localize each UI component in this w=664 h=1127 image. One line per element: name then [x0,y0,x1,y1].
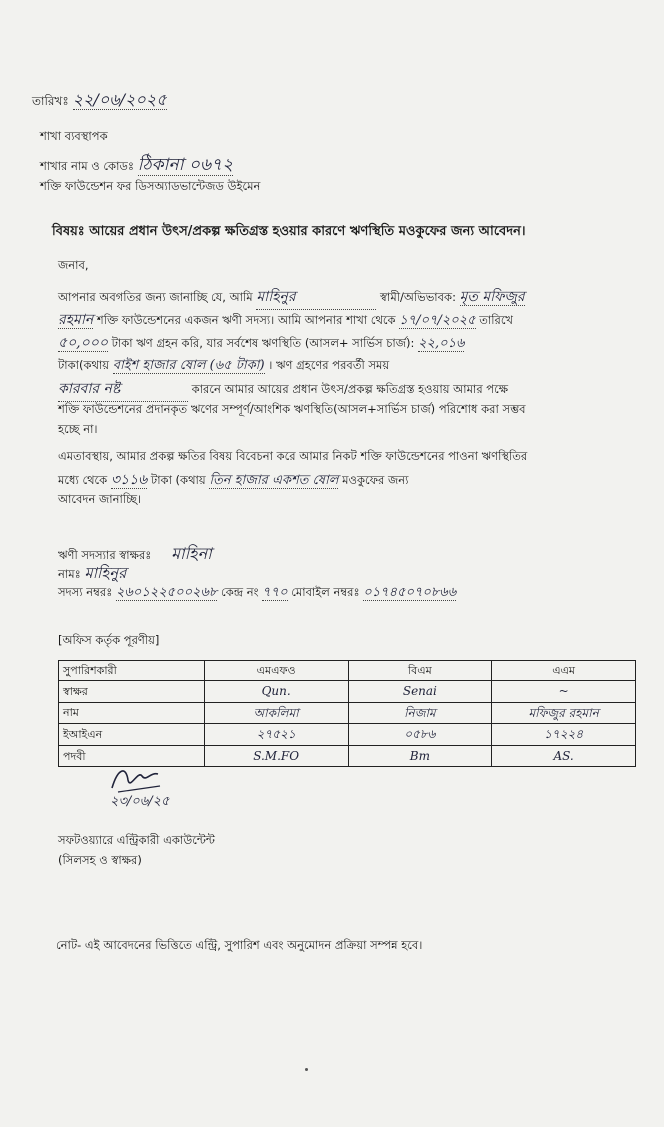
subject-line: বিষয়ঃ আয়ের প্রধান উৎস/প্রকল্প ক্ষতিগ্রস্ত হওয়ার কারণে ঋণস্থিতি মওকুফের জন্য আবেদন। [52,224,526,239]
body-line-6: শক্তি ফাউন্ডেশনের প্রদানকৃত ঋণের সম্পূর্ণ/আংশিক ঋণস্থিতি(আসল+সার্ভিস চার্জ) পরিশোধ করা সম্ভব [58,402,526,416]
body-text: । ঋণ গ্রহণের পরবর্তী সময় [268,358,390,372]
body-text: শক্তি ফাউন্ডেশনের একজন ঋণী সদস্য। আমি আপনার শাখা থেকে [96,313,396,327]
body-line-1 [58,287,525,310]
member-name: মাহিনুর [84,564,127,582]
body-line-4 [58,356,389,376]
accountant-title: সফটওয়্যারে এন্ট্রিকারী একাউন্টেন্ট [58,833,215,847]
center-label: কেন্দ্র নং [221,585,259,599]
body-text: তারিখে [479,313,513,327]
body-text: মধ্যে থেকে [58,473,108,487]
table-row [59,724,636,746]
row-label: স্বাক্ষর [59,681,205,703]
office-heading: [অফিস কর্তৃক পূরণীয়] [58,633,160,647]
guardian-name-cont: রহমান [58,312,94,328]
footer-note: নোট- এই আবেদনের ভিত্তিতে এন্ট্রি, সুপারিশ এবং অনুমোদন প্রক্রিয়া সম্পন্ন হবে। [56,938,423,952]
member-signature: মাহিনা [171,544,212,563]
signature-scribble-icon [108,762,168,796]
mobile-number: ০১৭৪৫০৭০৮৬৬ [363,585,457,600]
table-cell: AS. [492,745,636,767]
body-text: আপনার অবগতির জন্য জানাচ্ছি যে, আমি [58,290,253,304]
applicant-name: মাহিনুর [256,287,376,310]
accountant-seal-note: (সিলসহ ও স্বাক্ষর) [58,853,142,867]
organization-name: শক্তি ফাউন্ডেশন ফর ডিসঅ্যাডভান্টেজড উইমেন [40,179,261,193]
body-text: টাকা ঋণ গ্রহন করি, যার সর্বশেষ ঋণস্থিতি (আসল+ সার্ভিস চার্জ): [111,336,415,350]
member-name-label: নামঃ [58,567,81,581]
table-header: এমএফও [204,661,348,681]
body-text: মওকুফের জন্য [342,473,409,487]
table-cell: মফিজুর রহমান [492,702,636,724]
date-line [32,88,167,113]
branch-label: শাখার নাম ও কোডঃ [40,159,135,173]
loan-balance: ২২,০১৬ [418,336,465,351]
body-line-2 [58,310,513,332]
body-text: টাকা(কথায় [58,358,110,372]
paper-speck [305,1068,308,1071]
table-header-row [59,661,636,681]
balance-in-words: বাইশ হাজার ষোল (৬৫ টাকা) [112,358,265,373]
damage-reason: কারবার নষ্ট [58,379,188,402]
table-row [59,702,636,724]
branch-value: ঠিকানা ০৬৭২ [137,155,234,175]
member-number-label: সদস্য নম্বরঃ [58,585,113,599]
body-text: টাকা (কথায় [150,473,206,487]
body-line-9 [58,470,408,492]
member-number-line [58,583,456,603]
table-header: এএম [492,661,636,681]
table-cell: নিজাম [348,702,492,724]
table-cell: ২৭৫২১ [204,724,348,746]
member-name-line [58,562,126,585]
body-text: কারনে আমার আয়ের প্রধান উৎস/প্রকল্প ক্ষতিগ্রস্ত হওয়ায় আমার পক্ষে [191,382,509,396]
loan-date: ১৭/০৭/২০২৫ [399,313,476,328]
date-label: তারিখঃ [32,94,69,108]
table-cell: Qun. [204,681,348,703]
table-header: বিএম [348,661,492,681]
recommendation-table [58,660,636,767]
body-line-10: আবেদন জানাচ্ছি। [58,492,142,506]
table-cell: আকলিমা [204,702,348,724]
member-number: ২৬০১২২৫০০২৬৮ [115,585,218,600]
table-cell: Senai [348,681,492,703]
guardian-name: মৃত মফিজুর [459,289,525,305]
body-line-3 [58,333,464,355]
date-value: ২২/০৬/২০২৫ [72,90,167,109]
row-label: ইআইএন [59,724,205,746]
table-row [59,681,636,703]
waive-amount-words: তিন হাজার একশত ষোল [209,473,339,488]
table-cell: Bm [348,745,492,767]
table-cell: ১৭২২৪ [492,724,636,746]
loan-amount: ৫০,০০০ [58,335,108,351]
center-number: ৭৭০ [262,585,288,600]
table-header: সুপারিশকারী [59,661,205,681]
body-line-7: হচ্ছে না। [58,422,98,436]
row-label: পদবী [59,745,205,767]
branch-line [40,152,233,178]
body-text: স্বামী/অভিভাবক: [380,290,456,304]
member-sign-label: ঋণী সদস্যার স্বাক্ষরঃ [58,548,152,562]
waive-amount: ৩১১৬ [110,472,148,488]
row-label: নাম [59,702,205,724]
stamp-date: ২৩/০৬/২৫ [110,794,170,809]
body-line-8: এমতাবস্থায়, আমার প্রকল্প ক্ষতির বিষয় বিবেচনা করে আমার নিকট শক্তি ফাউন্ডেশনের পাওনা ঋণস্থিতির [58,449,528,463]
addressee-title: শাখা ব্যবস্থাপক [40,129,108,143]
body-line-5 [58,379,508,402]
table-cell: S.M.FO [204,745,348,767]
table-cell: ~ [492,681,636,703]
table-cell: ০৫৮৬ [348,724,492,746]
salutation: জনাব, [58,258,89,272]
mobile-label: মোবাইল নম্বরঃ [291,585,360,599]
